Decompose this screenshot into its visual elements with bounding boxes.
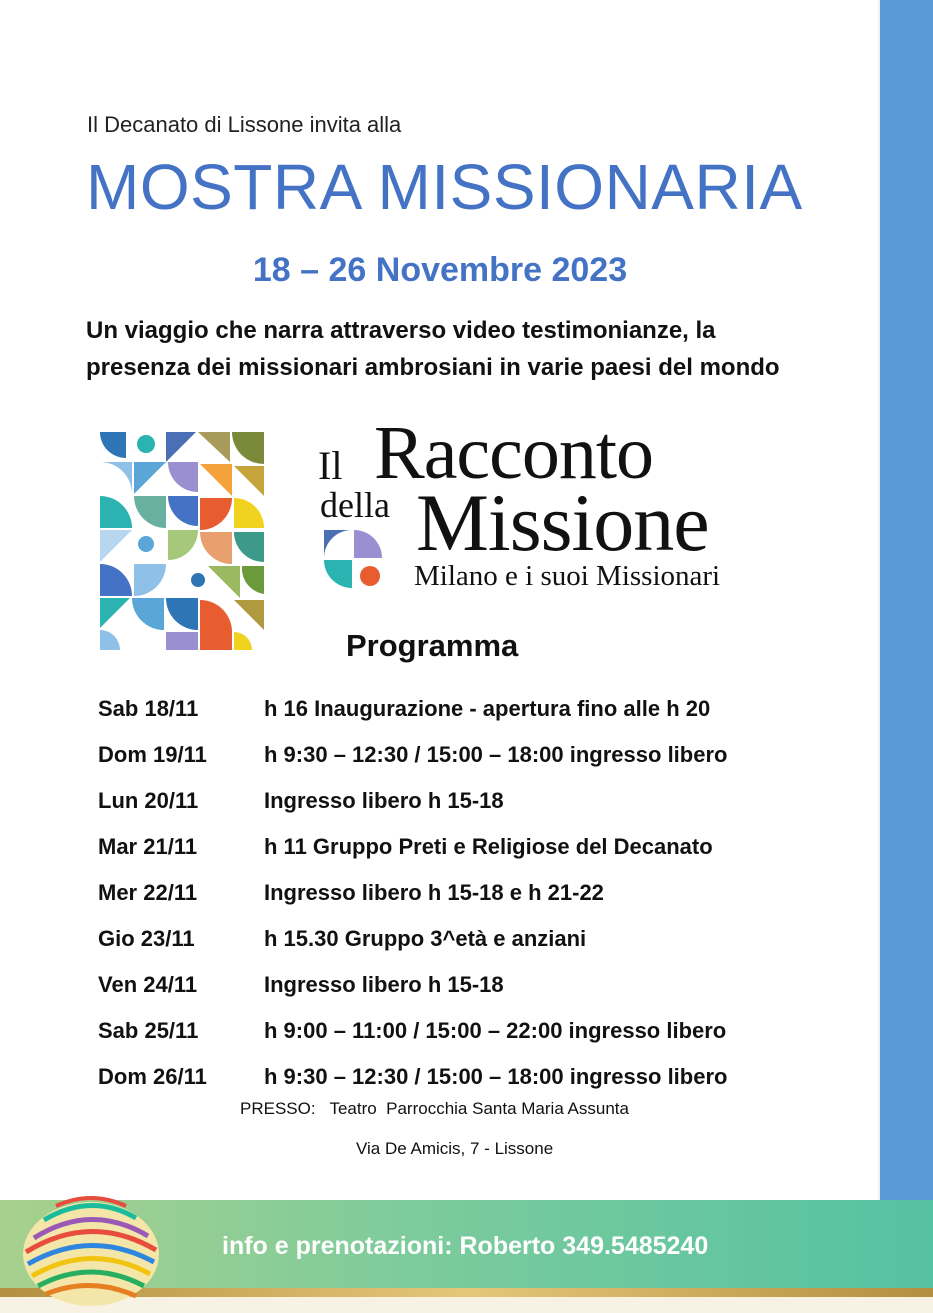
schedule-day: Dom 26/11 <box>98 1064 207 1089</box>
schedule-day: Mer 22/11 <box>98 880 198 905</box>
schedule-row <box>98 778 858 824</box>
schedule-row <box>98 1054 858 1100</box>
event-dates: 18 – 26 Novembre 2023 <box>252 251 628 289</box>
mosaic-logo-icon <box>100 432 264 650</box>
schedule-day: Gio 23/11 <box>98 926 195 951</box>
schedule-day: Ven 24/11 <box>98 972 198 997</box>
schedule-day: Lun 20/11 <box>98 788 199 813</box>
side-color-bar <box>880 0 933 1200</box>
schedule-row <box>98 1008 858 1054</box>
schedule-row <box>98 916 858 962</box>
racconto-missione-logo <box>318 410 818 600</box>
schedule-list <box>98 686 858 1100</box>
logo-della: della <box>320 485 390 525</box>
intro-text: Il Decanato di Lissone invita alla <box>87 112 402 137</box>
footer-info-text: info e prenotazioni: Roberto 349.5485240 <box>222 1232 709 1260</box>
schedule-desc: h 9:30 – 12:30 / 15:00 – 18:00 ingresso libero <box>264 742 728 767</box>
schedule-desc: h 11 Gruppo Preti e Religiose del Decanato <box>264 834 713 859</box>
schedule-row <box>98 962 858 1008</box>
schedule-row <box>98 870 858 916</box>
schedule-desc: h 9:00 – 11:00 / 15:00 – 22:00 ingresso libero <box>264 1018 727 1043</box>
programma-heading: Programma <box>346 628 519 663</box>
schedule-day: Sab 18/11 <box>98 696 199 721</box>
mission-mark-icon <box>320 526 384 590</box>
logo-missione: Missione <box>416 477 709 568</box>
schedule-desc: h 9:30 – 12:30 / 15:00 – 18:00 ingresso libero <box>264 1064 728 1089</box>
schedule-row <box>98 824 858 870</box>
schedule-day: Sab 25/11 <box>98 1018 199 1043</box>
schedule-desc: h 15.30 Gruppo 3^età e anziani <box>264 926 587 951</box>
schedule-desc: Ingresso libero h 15-18 <box>264 972 504 997</box>
logo-racconto: Racconto <box>374 411 654 495</box>
schedule-desc: Ingresso libero h 15-18 <box>264 788 504 813</box>
schedule-row <box>98 732 858 778</box>
schedule-desc: Ingresso libero h 15-18 e h 21-22 <box>264 880 604 905</box>
venue-text: PRESSO: Teatro Parrocchia Santa Maria Assunta <box>240 1099 629 1118</box>
address-text: Via De Amicis, 7 - Lissone <box>356 1139 554 1158</box>
schedule-day: Mar 21/11 <box>98 834 198 859</box>
logo-il: Il <box>318 443 343 488</box>
page-title: MOSTRA MISSIONARIA <box>86 151 803 223</box>
logo-subtitle: Milano e i suoi Missionari <box>414 560 721 592</box>
schedule-row <box>98 686 858 732</box>
schedule-desc: h 16 Inaugurazione - apertura fino alle h 20 <box>264 696 711 721</box>
schedule-day: Dom 19/11 <box>98 742 207 767</box>
event-description: Un viaggio che narra attraverso video testimonianze, la presenza dei missionari ambrosiani in varie paesi del mondo <box>86 317 780 381</box>
yarn-ball-icon <box>16 1192 166 1310</box>
